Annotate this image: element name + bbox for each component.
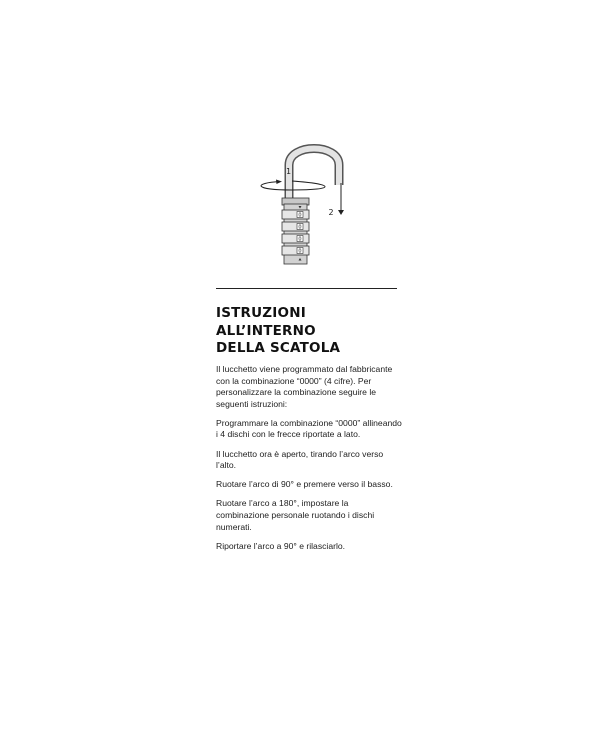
instruction-step: Programmare la combinazione “0000” allineando i 4 dischi con le frecce riportate a lato. — [216, 417, 402, 440]
title-line: DELLA SCATOLA — [216, 340, 341, 356]
step-label-rotate: 1 — [285, 167, 292, 176]
title-line: ISTRUZIONI — [216, 305, 306, 321]
dial-digit: 0 — [298, 248, 302, 255]
divider — [216, 288, 397, 289]
step-label-push: 2 — [328, 208, 334, 217]
dial-digit: 0 — [298, 224, 302, 231]
title-line: ALL’INTERNO — [216, 322, 316, 339]
instruction-step: Ruotare l’arco a 180°, impostare la combinazione personale ruotando i dischi numerati. — [216, 498, 375, 532]
dial-digit: 0 — [298, 236, 302, 243]
padlock-icon — [282, 149, 339, 265]
instructions-body — [216, 364, 402, 560]
page-title — [216, 305, 416, 358]
instruction-step: Il lucchetto ora è aperto, tirando l’arco verso l’alto. — [216, 448, 384, 471]
intro-paragraph: Il lucchetto viene programmato dal fabbricante con la combinazione “0000” (4 cifre). Per personalizzare la combinazione seguire le seguenti istruzioni: — [216, 364, 393, 409]
padlock-illustration — [255, 135, 365, 270]
instruction-step: Riportare l’arco a 90° e rilasciarlo. — [216, 540, 346, 551]
down-arrow-icon — [338, 183, 344, 215]
instruction-step: Ruotare l’arco di 90° e premere verso il basso. — [216, 479, 393, 490]
dial-digit: 0 — [298, 212, 302, 219]
